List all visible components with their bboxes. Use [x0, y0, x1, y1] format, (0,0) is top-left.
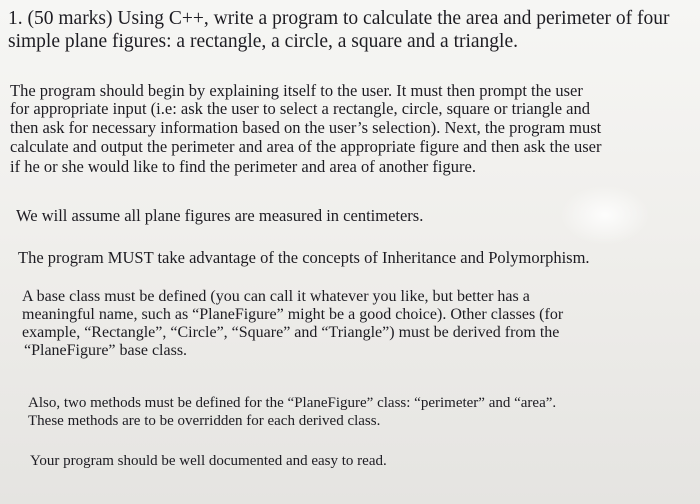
paragraph1-line-2: for appropriate input (i.e: ask the user to select a rectangle, circle, square or triangle and	[10, 99, 590, 118]
paragraph5-line-1: Also, two methods must be defined for the “PlaneFigure” class: “perimeter” and “area”.	[28, 395, 557, 411]
question-line-2: simple plane figures: a rectangle, a circle, a square and a triangle.	[8, 31, 519, 52]
paragraph4-line-3: example, “Rectangle”, “Circle”, “Square” and “Triangle”) must be derived from the	[22, 324, 560, 341]
paragraph1-line-4: calculate and output the perimeter and area of the appropriate figure and then ask the user	[10, 137, 602, 156]
paragraph2: We will assume all plane figures are measured in centimeters.	[16, 206, 424, 225]
light-glare	[560, 185, 650, 245]
paragraph3: The program MUST take advantage of the concepts of Inheritance and Polymorphism.	[18, 248, 590, 267]
paragraph1-line-5: if he or she would like to find the perimeter and area of another figure.	[10, 157, 476, 176]
question-line-1: 1. (50 marks) Using C++, write a program to calculate the area and perimeter of four	[8, 8, 670, 29]
paragraph6: Your program should be well documented and easy to read.	[30, 453, 387, 469]
paragraph5-line-2: These methods are to be overridden for each derived class.	[28, 413, 381, 429]
paragraph1-line-1: The program should begin by explaining itself to the user. It must then prompt the user	[10, 81, 583, 100]
paragraph1-line-3: then ask for necessary information based on the user’s selection). Next, the program must	[10, 118, 602, 137]
paragraph4-line-4: “PlaneFigure” base class.	[24, 342, 188, 359]
paragraph4-line-1: A base class must be defined (you can call it whatever you like, but better has a	[22, 288, 530, 305]
paragraph4-line-2: meaningful name, such as “PlaneFigure” might be a good choice). Other classes (for	[22, 306, 564, 323]
